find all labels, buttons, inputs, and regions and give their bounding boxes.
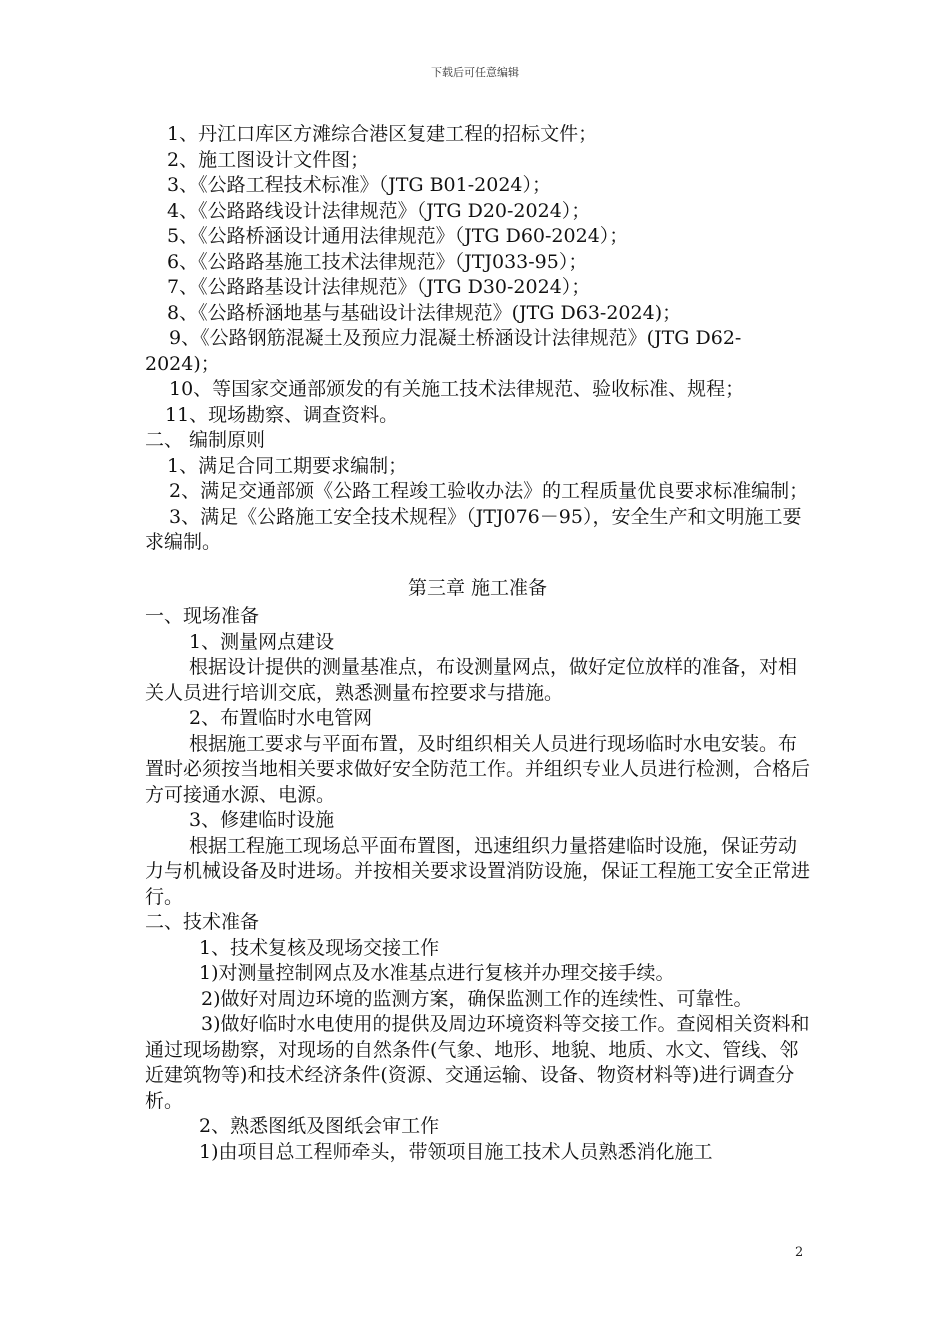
- chapter-title: 第三章 施工准备: [407, 576, 548, 599]
- principles-heading: 二、 编制原则: [145, 429, 266, 451]
- tech-prep-sub-2: 2)做好对周边环境的监测方案，确保监测工作的连续性、可靠性。: [201, 987, 753, 1010]
- basis-item-4: 4、《公路路线设计法律规范》（JTG D20-2024）；: [167, 199, 591, 222]
- page-header: 下载后可任意编辑: [431, 66, 519, 79]
- basis-item-8: 8、《公路桥涵地基与基础设计法律规范》(JTG D63-2024)；: [167, 301, 682, 324]
- tech-prep-heading: 二、技术准备: [145, 911, 260, 933]
- basis-item-7: 7、《公路路基设计法律规范》（JTG D30-2024）；: [167, 276, 591, 298]
- basis-item-3: 3、《公路工程技术标准》（JTG B01-2024）；: [167, 174, 552, 196]
- site-prep-item-2-title: 2、布置临时水电管网: [189, 707, 373, 729]
- basis-item-6: 6、《公路路基施工技术法律规范》（JTJ033-95）；: [167, 250, 588, 273]
- principle-item-1: 1、满足合同工期要求编制；: [167, 454, 408, 477]
- tech-prep-item-2-title: 2、熟悉图纸及图纸会审工作: [199, 1115, 440, 1137]
- site-prep-item-3-body: 根据工程施工现场总平面布置图，迅速组织力量搭建临时设施，保证劳动力与机械设备及时进场。并按相关要求设置消防设施，保证工程施工安全正常进行。: [145, 834, 811, 908]
- basis-item-2: 2、施工图设计文件图；: [167, 148, 370, 171]
- basis-item-9: 9、《公路钢筋混凝土及预应力混凝土桥涵设计法律规范》(JTG D62-2024)；: [145, 327, 742, 375]
- basis-item-10: 10、等国家交通部颁发的有关施工技术法律规范、验收标准、规程；: [169, 378, 745, 400]
- tech-prep-sub-1: 1)对测量控制网点及水准基点进行复核并办理交接手续。: [199, 962, 675, 984]
- basis-item-11: 11、现场勘察、调查资料。: [165, 403, 399, 426]
- site-prep-heading: 一、现场准备: [145, 605, 260, 627]
- document-body: [145, 122, 810, 1165]
- tech-prep-sub-4: 1)由项目总工程师牵头，带领项目施工技术人员熟悉消化施工: [199, 1140, 713, 1163]
- tech-prep-item-1-title: 1、技术复核及现场交接工作: [199, 936, 440, 959]
- site-prep-item-2-body: 根据施工要求与平面布置，及时组织相关人员进行现场临时水电安装。布置时必须按当地相关要求做好安全防范工作。并组织专业人员进行检测，合格后方可接通水源、电源。: [145, 732, 811, 806]
- site-prep-item-1-body: 根据设计提供的测量基准点，布设测量网点，做好定位放样的准备，对相关人员进行培训交底，熟悉测量布控要求与措施。: [145, 656, 798, 704]
- basis-item-5: 5、《公路桥涵设计通用法律规范》（JTG D60-2024）；: [167, 225, 629, 247]
- page-number: 2: [795, 1245, 804, 1260]
- principle-item-2: 2、满足交通部颁《公路工程竣工验收办法》的工程质量优良要求标准编制；: [169, 480, 809, 502]
- site-prep-item-1-title: 1、测量网点建设: [189, 630, 335, 653]
- principle-item-3: 3、满足《公路施工安全技术规程》（JTJ076－95），安全生产和文明施工要求编制。: [145, 505, 802, 553]
- site-prep-item-3-title: 3、修建临时设施: [189, 809, 335, 831]
- tech-prep-sub-3: 3)做好临时水电使用的提供及周边环境资料等交接工作。查阅相关资料和通过现场勘察，对现场的自然条件(气象、地形、地貌、地质、水文、管线、邻近建筑物等)和技术经济条件(资源、交通运输、设备、物资材料等)进行调查分析。: [145, 1013, 810, 1112]
- basis-item-1: 1、丹江口库区方滩综合港区复建工程的招标文件；: [167, 123, 598, 145]
